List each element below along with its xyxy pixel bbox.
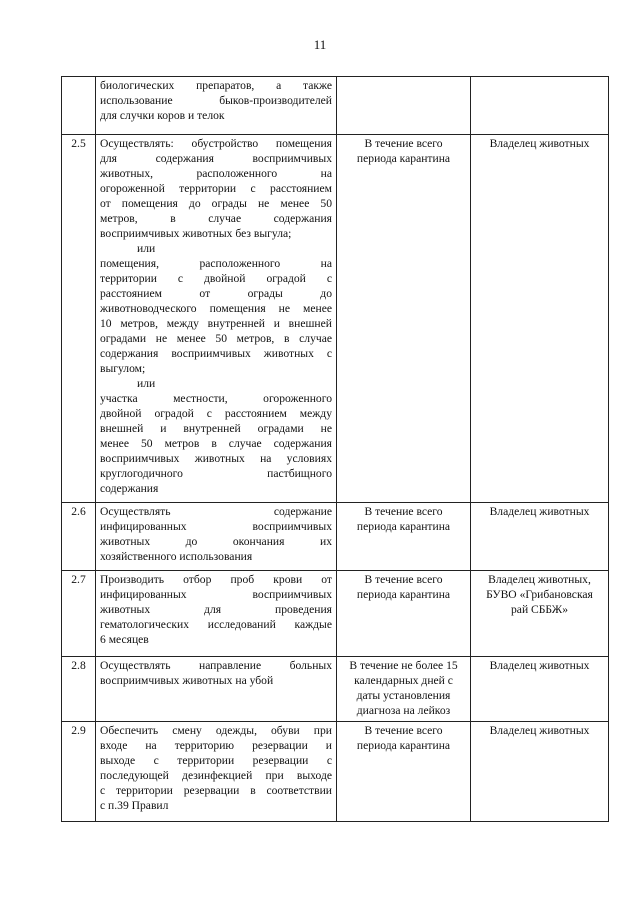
action-line: биологических препаратов, а также [100,79,332,92]
measures-table-body [62,77,609,822]
action-line: 6 месяцев [100,633,149,646]
responsible-cell [471,503,609,571]
action-line: помещения, расположенного на [100,257,332,270]
action-cell [96,722,337,822]
term-line: календарных дней с [354,674,453,687]
action-line: Обеспечить смену одежды, обуви при [100,724,332,737]
term-line: В течение всего [364,137,443,150]
action-line: выходе с территории резервации с [100,754,332,767]
term-cell [337,657,471,722]
responsible-cell [471,135,609,503]
row-number: 2.5 [62,135,96,503]
responsible-line: Владелец животных [489,505,590,518]
row-number [62,77,96,135]
action-line: использование быков-производителей [100,94,332,107]
term-line: даты установления [356,689,451,702]
row-number: 2.9 [62,722,96,822]
action-line: оградами не менее 50 метров, в случае [100,332,332,345]
responsible-cell [471,571,609,657]
action-line: метров, в случае содержания [100,212,332,225]
action-line: восприимчивых животных без выгула; [100,227,292,240]
responsible-cell [471,657,609,722]
action-cell [96,503,337,571]
action-line: выгулом; [100,362,146,375]
action-line: животных, расположенного на [100,167,332,180]
term-cell [337,722,471,822]
term-line: В течение не более 15 [349,659,458,672]
action-cell [96,571,337,657]
action-line: Осуществлять: обустройство помещения [100,137,332,150]
responsible-line: Владелец животных [489,659,590,672]
row-number: 2.6 [62,503,96,571]
action-line: входе на территорию резервации и [100,739,332,752]
table-row [62,657,609,722]
action-line: содержания восприимчивых животных с [100,347,332,360]
table-row [62,503,609,571]
action-line: гематологических исследований каждые [100,618,332,631]
responsible-line: Владелец животных, [488,573,591,586]
action-line: восприимчивых животных на убой [100,674,274,687]
action-line: с территории резервации в соответствии [100,784,332,797]
term-cell [337,77,471,135]
term-line: периода карантина [356,739,451,752]
action-line: или [137,242,156,255]
table-row [62,135,609,503]
action-line: расстоянием от ограды до [100,287,332,300]
action-line: содержания [100,482,159,495]
table-row [62,722,609,822]
term-cell [337,135,471,503]
action-line: территории с двойной оградой с [100,272,332,285]
action-line: от помещения до ограды не менее 50 [100,197,332,210]
action-line: менее 50 метров в случае содержания [100,437,332,450]
action-line: инфицированных восприимчивых [100,588,332,601]
action-cell [96,657,337,722]
action-line: для случки коров и телок [100,109,225,122]
term-line: В течение всего [364,505,443,518]
action-line: огороженной территории с расстоянием [100,182,332,195]
action-cell [96,135,337,503]
action-cell [96,77,337,135]
term-cell [337,503,471,571]
action-line: восприимчивых животных на условиях [100,452,332,465]
responsible-cell [471,77,609,135]
action-line: животных для проведения [100,603,332,616]
term-line: периода карантина [356,152,451,165]
action-line: двойной оградой с расстоянием между [100,407,332,420]
action-line: животноводческого помещения не менее [100,302,332,315]
action-line: 10 метров, между внутренней и внешней [100,317,332,330]
row-number: 2.8 [62,657,96,722]
responsible-line: Владелец животных [489,724,590,737]
action-line: Производить отбор проб крови от [100,573,332,586]
page-number: 11 [313,37,327,52]
responsible-cell [471,722,609,822]
responsible-line: БУВО «Грибановская [486,588,593,601]
action-line: последующей дезинфекцией при выходе [100,769,332,782]
term-line: диагноза на лейкоз [356,704,451,717]
action-line: внешней и внутренней оградами не [100,422,332,435]
action-line: участка местности, огороженного [100,392,332,405]
action-line: с п.39 Правил [100,799,169,812]
term-line: периода карантина [356,520,451,533]
responsible-line: рай СББЖ» [511,603,568,616]
action-line: или [137,377,156,390]
term-line: В течение всего [364,573,443,586]
term-line: В течение всего [364,724,443,737]
table-row [62,77,609,135]
action-line: для содержания восприимчивых [100,152,332,165]
row-number: 2.7 [62,571,96,657]
action-line: инфицированных восприимчивых [100,520,332,533]
action-line: круглогодичного пастбищного [100,467,332,480]
action-line: животных до окончания их [100,535,332,548]
table-row [62,571,609,657]
measures-table [61,76,609,822]
responsible-line: Владелец животных [489,137,590,150]
action-line: Осуществлять содержание [100,505,332,518]
term-line: периода карантина [356,588,451,601]
action-line: Осуществлять направление больных [100,659,332,672]
term-cell [337,571,471,657]
action-line: хозяйственного использования [100,550,253,563]
